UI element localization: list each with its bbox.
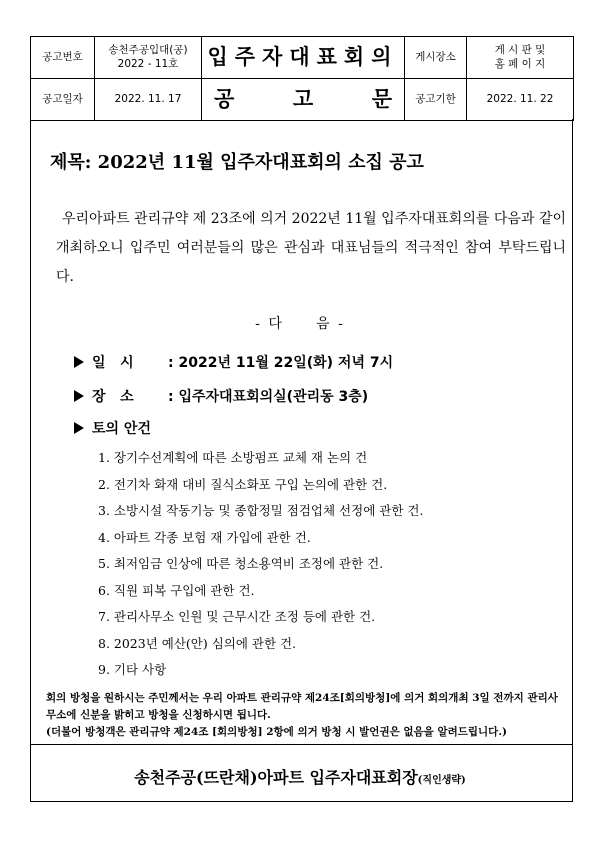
agenda-item: 9. 기타 사항 — [98, 662, 167, 677]
notice-header-table — [30, 36, 574, 121]
notice-date-label: 공고일자 — [31, 79, 95, 121]
agenda-item: 7. 관리사무소 인원 및 근무시간 조정 등에 관한 건. — [98, 609, 376, 624]
detail-datetime — [74, 352, 393, 372]
notice-subtitle — [202, 79, 405, 121]
triangle-bullet-icon — [74, 356, 84, 368]
detail-label: 일 시 — [92, 355, 134, 371]
note-line: (더불어 방청객은 관리규약 제24조 [회의방청] 2항에 의거 방청 시 발언권은 없음을 알려드립니다.) — [46, 726, 507, 738]
detail-value: : 입주자대표회의실(관리동 3층) — [168, 389, 369, 405]
detail-label: 토의 안건 — [92, 421, 151, 437]
note-line: 회의 방청을 원하시는 주민께서는 우리 아파트 관리규약 제24조[회의방청]에 의거 회의개최 3일 전까지 관리사무소에 신분을 밝히고 방청을 신청하시면 됩니다. — [46, 692, 558, 721]
issuer-name: 송천주공(뜨란채)아파트 입주자대표회장 — [134, 768, 418, 787]
deadline-label: 공고기한 — [405, 79, 467, 121]
notice-number-label: 공고번호 — [31, 37, 95, 79]
following-marker: - 다 음 - — [255, 316, 345, 332]
agenda-item: 8. 2023년 예산(안) 심의에 관한 건. — [98, 635, 297, 651]
subtitle-char: 고 — [292, 86, 314, 112]
detail-label: 장 소 — [92, 389, 134, 405]
body-paragraph: 우리아파트 관리규약 제 23조에 의거 2022년 11월 입주자대표회의를 다음과 같이 개최하오니 입주민 여러분들의 많은 관심과 대표님들의 적극적인 참여 부탁드립니다. — [56, 211, 566, 285]
notice-title: 입주자대표회의 — [202, 37, 405, 79]
footer-signature — [0, 765, 600, 788]
agenda-list — [98, 445, 423, 684]
notice-date-value: 2022. 11. 17 — [95, 79, 202, 121]
deadline-value: 2022. 11. 22 — [467, 79, 574, 121]
detail-location — [74, 386, 368, 406]
agenda-item: 1. 장기수선계획에 따른 소방펌프 교체 재 논의 건 — [98, 450, 368, 465]
triangle-bullet-icon — [74, 422, 84, 434]
footer-divider — [30, 744, 573, 745]
agenda-item: 2. 전기차 화재 대비 질식소화포 구입 논의에 관한 건. — [98, 476, 388, 492]
seal-omitted-note: (직인생략) — [417, 775, 466, 786]
posting-place-value: 게 시 판 및 홈 페 이 지 — [467, 37, 574, 79]
posting-place-label: 게시장소 — [405, 37, 467, 79]
triangle-bullet-icon — [74, 390, 84, 402]
agenda-item: 4. 아파트 각종 보험 재 가입에 관한 건. — [98, 529, 311, 545]
notice-number-value: 송천주공입대(공) 2022 - 11호 — [95, 37, 202, 79]
subtitle-char: 공 — [214, 86, 235, 112]
attendance-note — [46, 690, 561, 741]
agenda-item: 5. 최저임금 인상에 따른 청소용역비 조정에 관한 건. — [98, 556, 384, 571]
agenda-item: 3. 소방시설 작동기능 및 종합정밀 점검업체 선정에 관한 건. — [98, 503, 424, 518]
detail-agenda-heading — [74, 418, 151, 438]
subject-heading: 제목: 2022년 11월 입주자대표회의 소집 공고 — [50, 152, 424, 173]
agenda-item: 6. 직원 피복 구입에 관한 건. — [98, 582, 255, 598]
detail-value: : 2022년 11월 22일(화) 저녁 7시 — [168, 355, 394, 371]
subtitle-char: 문 — [371, 86, 392, 112]
